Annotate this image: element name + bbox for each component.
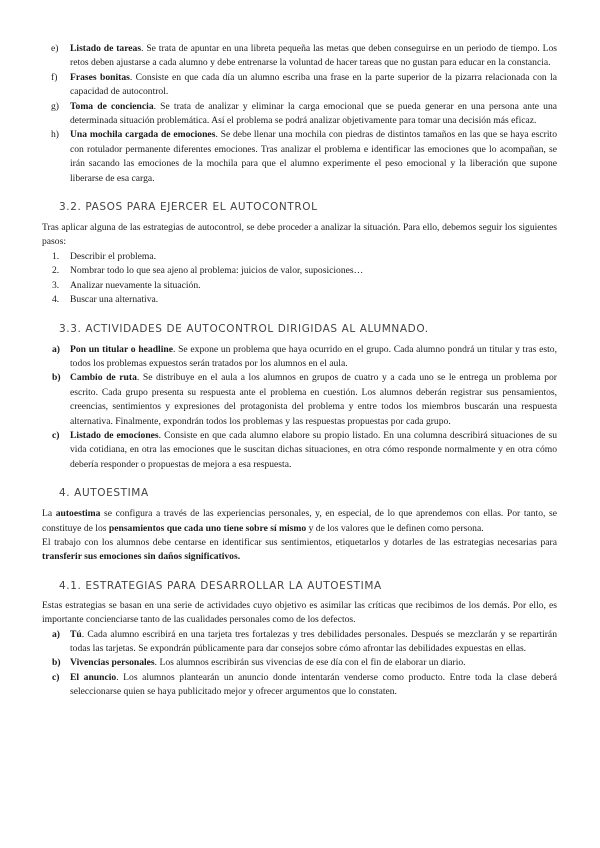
- list-item: [42, 371, 557, 429]
- item-title: Una mochila cargada de emociones: [70, 129, 216, 141]
- item-text: . Los alumnos plantearán un anuncio donde intentarán venderse como producto. Entre toda la clase deberá seleccionarse quien se haya publicitado mejor y ofrecer argumentos que lo constaten.: [70, 671, 557, 698]
- section-heading: 4.1. ESTRATEGIAS PARA DESARROLLAR LA AUTOESTIMA: [59, 579, 382, 592]
- strategy-list-e-h: [42, 42, 557, 186]
- section-heading: 3.3. ACTIVIDADES DE AUTOCONTROL DIRIGIDAS AL ALUMNADO.: [59, 322, 429, 335]
- item-text: Analizar nuevamente la situación.: [70, 279, 201, 291]
- list-marker: b): [52, 657, 61, 669]
- list-marker: c): [52, 671, 60, 683]
- text-run: y de los valores que le definen como persona.: [306, 522, 484, 534]
- list-item: [42, 250, 557, 264]
- list-item: [42, 264, 557, 278]
- item-title: Vivencias personales: [70, 657, 155, 669]
- list-marker: f): [51, 71, 58, 83]
- bold-run: pensamientos que cada uno tiene sobre sí mismo: [108, 522, 307, 534]
- list-marker: b): [52, 372, 61, 384]
- item-text: Describir el problema.: [70, 250, 157, 262]
- item-title: Tú: [70, 628, 82, 640]
- list-marker: 1.: [52, 250, 60, 262]
- list-item: [42, 656, 557, 670]
- list-marker: g): [51, 100, 59, 112]
- page-content: [42, 42, 557, 700]
- item-text: . Se trata de apuntar en una libreta pequeña las metas que deben conseguirse en un periodo de tiempo. Los retos deben ajustarse a cada alumno y debe entrenarse la voluntad de hacer tareas que no gustan para educar en la constancia.: [70, 43, 558, 69]
- list-marker: 4.: [52, 294, 60, 306]
- list-item: [42, 343, 557, 372]
- bold-run: transferir sus emociones sin daños significativos.: [42, 551, 241, 563]
- list-item: [42, 279, 557, 293]
- list-item: [42, 71, 557, 100]
- section-heading: 3.2. PASOS PARA EJERCER EL AUTOCONTROL: [59, 201, 318, 214]
- section-intro: Tras aplicar alguna de las estrategias de autocontrol, se debe proceder a analizar la situación. Para ello, debemos seguir los siguientes pasos:: [42, 222, 557, 248]
- list-item: [42, 128, 557, 186]
- section-heading: 4. AUTOESTIMA: [59, 487, 149, 500]
- item-title: Pon un titular o headline: [70, 343, 173, 355]
- text-run: La: [42, 508, 56, 520]
- item-title: El anuncio: [70, 671, 117, 683]
- text-run: El trabajo con los alumnos debe centarse en identificar sus sentimientos, etiquetarlos y dotarles de las estrategias necesarias para: [42, 536, 557, 548]
- item-text: . Se trata de analizar y eliminar la carga emocional que se pueda generar en una persona ante una determinada situación problemática. Así el problema se podrá analizar objetivamente para tomar una decisión más eficaz.: [70, 100, 558, 127]
- list-item: [42, 42, 557, 71]
- text-run: se configura a través de las experiencias personales, y, en especial, de lo que aprendemos con ellas. Por tanto, se constituye de los: [42, 508, 557, 534]
- list-marker: h): [51, 129, 59, 141]
- list-item: [42, 293, 557, 307]
- paragraph: [42, 507, 557, 536]
- item-title: Listado de emociones: [70, 429, 159, 441]
- list-item: [42, 628, 557, 657]
- item-text: . Se expone un problema que haya ocurrido en el grupo. Cada alumno pondrá un titular y tras esto, todos los problemas expuestos serán tratados por los alumnos en el aula.: [70, 343, 557, 369]
- list-marker: a): [52, 628, 60, 640]
- self-esteem-list: [42, 628, 557, 700]
- list-marker: e): [51, 43, 59, 54]
- list-marker: 2.: [52, 265, 60, 277]
- item-text: . Consiste en que cada alumno elabore su propio listado. En una columna describirá situaciones de su vida cotidiana, en otra las emociones que le suscitan dichas situaciones, en otra cómo responde normalmente y en otra cómo debería responder o propuestas de mejora a esa respuesta.: [70, 429, 557, 470]
- item-text: . Los alumnos escribirán sus vivencias de ese día con el fin de elaborar un diario.: [154, 657, 466, 669]
- list-marker: a): [52, 343, 60, 355]
- item-text: . Se distribuye en el aula a los alumnos en grupos de cuatro y a cada uno se le entrega un problema por escrito. Cada grupo presenta su respuesta ante el problema en cuestión. Los alumnos deberán registrar sus pensamientos, creencias, sentimientos y expresiones del protagonista del problema y entre todos los miembros buscarán una respuesta alternativa. Finalmente, expondrán todos los problemas y las respuestas propuestas por cada grupo.: [70, 372, 557, 427]
- bold-run: autoestima: [55, 508, 101, 520]
- item-text: . Se debe llenar una mochila con piedras de distintos tamaños en las que se haya escrito con rotulador permanente diferentes emociones. Tras analizar el problema e identificar las emociones que lo acompañan, se irán sacando las emociones de la mochila para que el alumno experimente el peso emocional y la liberación que supone liberarse de esa carga.: [70, 129, 557, 184]
- list-item: [42, 100, 557, 129]
- paragraph: [42, 536, 557, 565]
- activities-list: [42, 343, 557, 473]
- item-text: Buscar una alternativa.: [70, 294, 159, 306]
- steps-list: [42, 250, 557, 308]
- item-title: Listado de tareas: [70, 43, 142, 54]
- item-title: Cambio de ruta: [70, 372, 137, 384]
- item-title: Frases bonitas: [70, 71, 130, 83]
- list-item: [42, 671, 557, 700]
- section-intro: Estas estrategias se basan en una serie de actividades cuyo objetivo es asimilar las críticas que recibimos de los demás. Por ello, es importante concienciarse tanto de las cualidades personales como de los defectos.: [42, 599, 557, 626]
- item-title: Toma de conciencia: [70, 100, 154, 112]
- list-marker: 3.: [52, 279, 60, 291]
- list-marker: c): [52, 429, 60, 441]
- list-item: [42, 429, 557, 472]
- item-text: . Consiste en que cada día un alumno escriba una frase en la parte superior de la pizarra relacionada con la capacidad de autocontrol.: [70, 71, 557, 98]
- item-text: Nombrar todo lo que sea ajeno al problema: juicios de valor, suposiciones…: [70, 265, 364, 277]
- item-text: . Cada alumno escribirá en una tarjeta tres fortalezas y tres debilidades personales. Después se mezclarán y se repartirán todas las tarjetas. Se expondrán públicamente para dar consejos sobre cómo afrontar las debilidades expuestas en ellas.: [70, 628, 557, 654]
